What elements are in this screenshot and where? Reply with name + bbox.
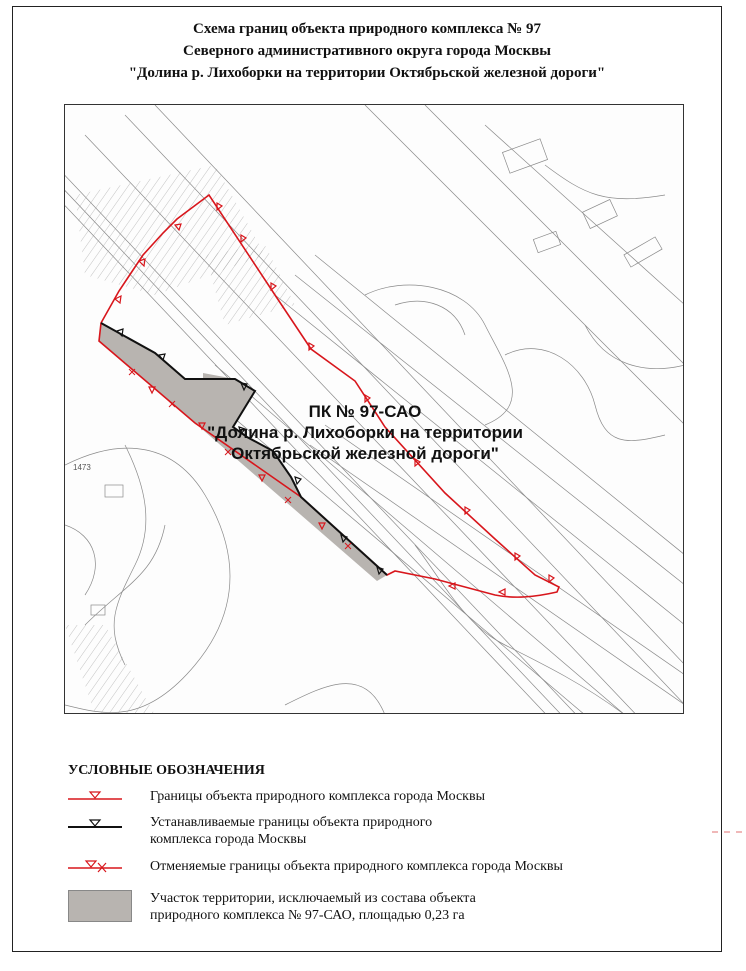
object-map-label-line-2: "Долина р. Лихоборки на территории xyxy=(207,423,523,442)
map-area[interactable] xyxy=(64,104,684,714)
legend-text-red-boundary: Границы объекта природного комплекса города Москвы xyxy=(150,789,485,804)
title-line-3: "Долина р. Лихоборки на территории Октябрьской железной дороги" xyxy=(128,65,606,81)
parcel-number-label: 1473 xyxy=(73,463,91,472)
object-map-label-line-1: ПК № 97-САО xyxy=(308,402,422,421)
red-boundary-icon xyxy=(68,788,122,804)
legend-text-black-boundary-2: комплекса города Москвы xyxy=(150,832,307,847)
legend-title: УСЛОВНЫЕ ОБОЗНАЧЕНИЯ xyxy=(68,763,265,778)
legend-text-excluded-area-2: природного комплекса № 97-САО, площадью 0,23 га xyxy=(150,908,465,923)
object-map-label xyxy=(195,401,535,464)
excluded-area-swatch xyxy=(68,890,132,922)
cancelled-boundary-icon xyxy=(68,858,122,874)
object-map-label-line-3: Октябрьской железной дороги" xyxy=(231,444,499,463)
legend-text-cancelled-boundary: Отменяемые границы объекта природного комплекса города Москвы xyxy=(150,859,563,874)
black-boundary-icon xyxy=(68,816,122,832)
legend-text-excluded-area-1: Участок территории, исключаемый из состава объекта xyxy=(150,891,476,906)
scan-artifact-marks xyxy=(712,826,746,836)
title-line-1: Схема границ объекта природного комплекса № 97 xyxy=(192,21,542,37)
legend-text-black-boundary-1: Устанавливаемые границы объекта природного xyxy=(150,815,433,830)
title-line-2: Северного административного округа города Москвы xyxy=(182,43,552,59)
document-title xyxy=(12,18,722,84)
embankment-hatch-2 xyxy=(65,625,155,714)
